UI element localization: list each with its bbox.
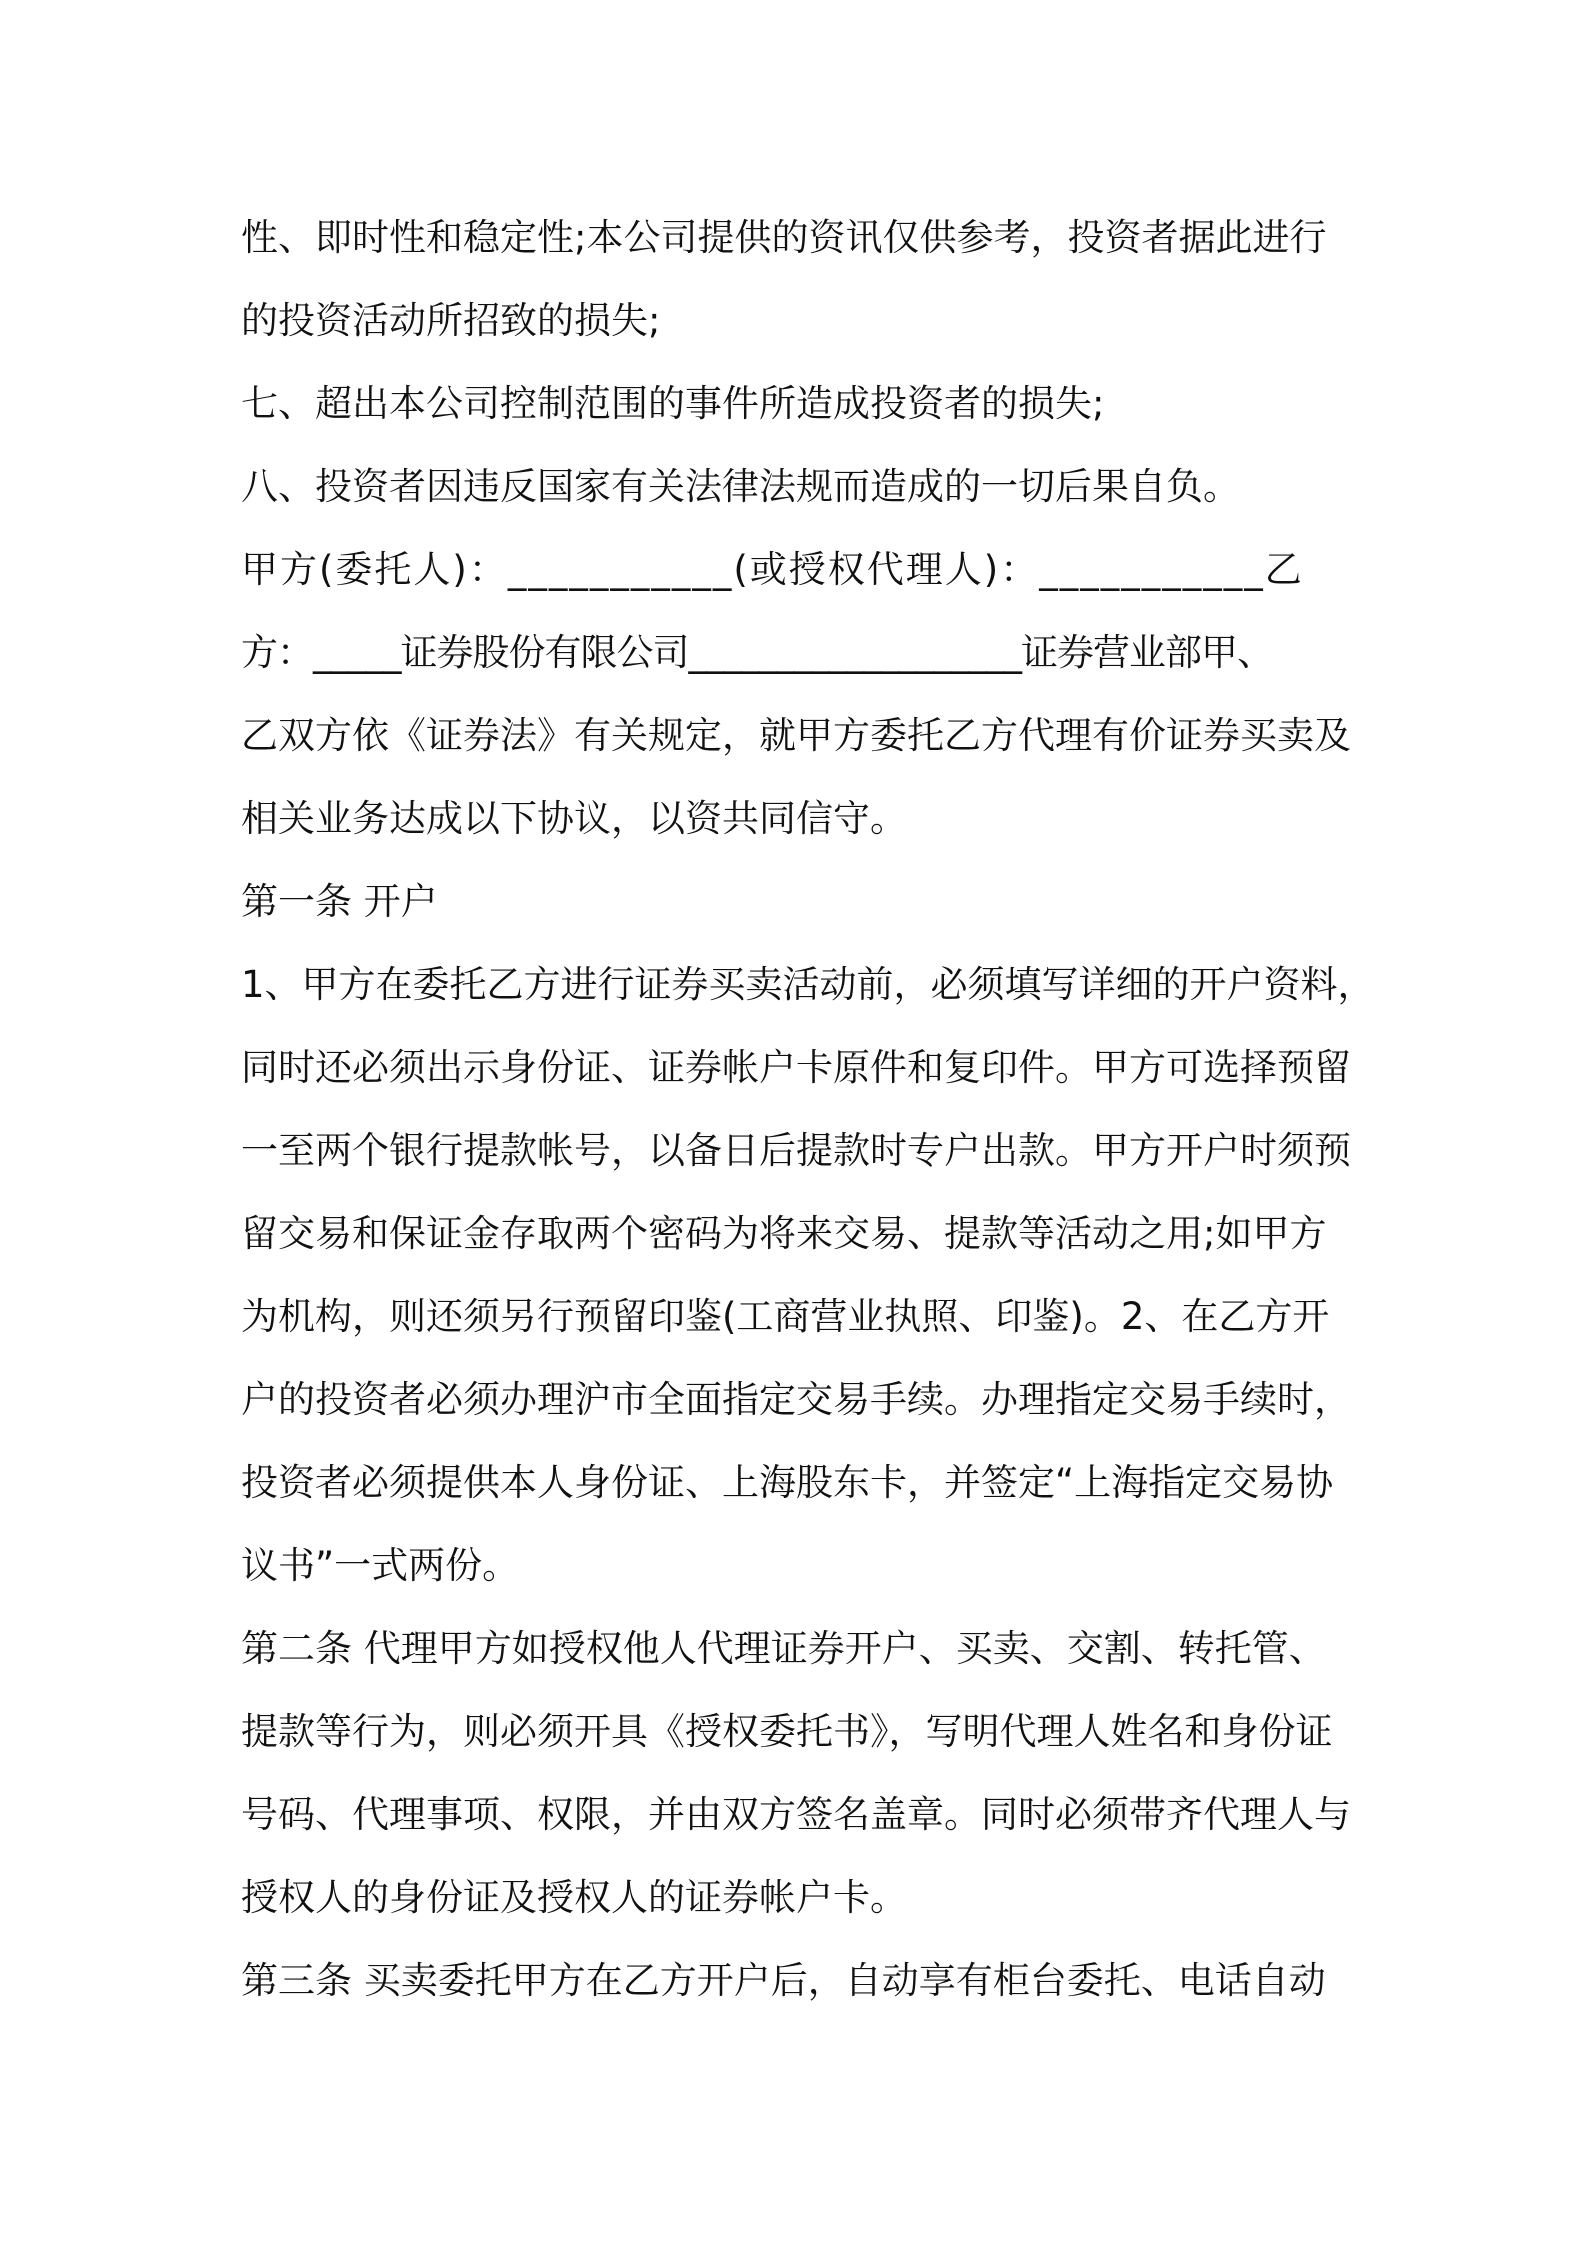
paragraph-line: 户的投资者必须办理沪市全面指定交易手续。办理指定交易手续时， <box>241 1378 1351 1421</box>
paragraph-line: 1、甲方在委托乙方进行证券买卖活动前，必须填写详细的开户资料， <box>241 963 1375 1006</box>
paragraph-line: 授权人的身份证及授权人的证券帐户卡。 <box>241 1876 907 1919</box>
clause-eight: 八、投资者因违反国家有关法律法规而造成的一切后果自负。 <box>241 465 1240 508</box>
document-body <box>241 196 1375 2022</box>
paragraph-line: 投资者必须提供本人身份证、上海股东卡，并签定“上海指定交易协 <box>241 1461 1334 1504</box>
clause-seven: 七、超出本公司控制范围的事件所造成投资者的损失; <box>241 382 1105 425</box>
paragraph-line: 一至两个银行提款帐号，以备日后提款时专户出款。甲方开户时须预 <box>241 1129 1351 1172</box>
paragraph-line: 为机构，则还须另行预留印鉴(工商营业执照、印鉴)。2、在乙方开 <box>241 1295 1330 1338</box>
paragraph-line: 议书”一式两份。 <box>241 1544 520 1587</box>
paragraph-line: 号码、代理事项、权限，并由双方签名盖章。同时必须带齐代理人与 <box>241 1793 1351 1836</box>
paragraph-line: 留交易和保证金存取两个密码为将来交易、提款等活动之用;如甲方 <box>241 1212 1327 1255</box>
paragraph-line: 相关业务达成以下协议，以资共同信守。 <box>241 797 907 840</box>
paragraph-line: 乙双方依《证券法》有关规定，就甲方委托乙方代理有价证券买卖及 <box>241 714 1351 757</box>
article-two-line: 第二条 代理甲方如授权他人代理证券开户、买卖、交割、转托管、 <box>241 1627 1326 1670</box>
article-one-heading: 第一条 开户 <box>241 880 438 923</box>
paragraph-line: 的投资活动所招致的损失; <box>241 299 661 342</box>
paragraph-line: 同时还必须出示身份证、证券帐户卡原件和复印件。甲方可选择预留 <box>241 1046 1351 1089</box>
party-a-line: 甲方(委托人)：___________(或授权代理人)：___________乙 <box>241 548 1304 591</box>
article-three-line: 第三条 买卖委托甲方在乙方开户后，自动享有柜台委托、电话自动 <box>241 1959 1326 2002</box>
party-b-line: 方：_____证券股份有限公司___________________证券营业部甲、 <box>241 631 1273 674</box>
paragraph-line: 性、即时性和稳定性;本公司提供的资讯仅供参考，投资者据此进行 <box>241 216 1327 259</box>
paragraph-line: 提款等行为，则必须开具《授权委托书》，写明代理人姓名和身份证 <box>241 1710 1333 1753</box>
